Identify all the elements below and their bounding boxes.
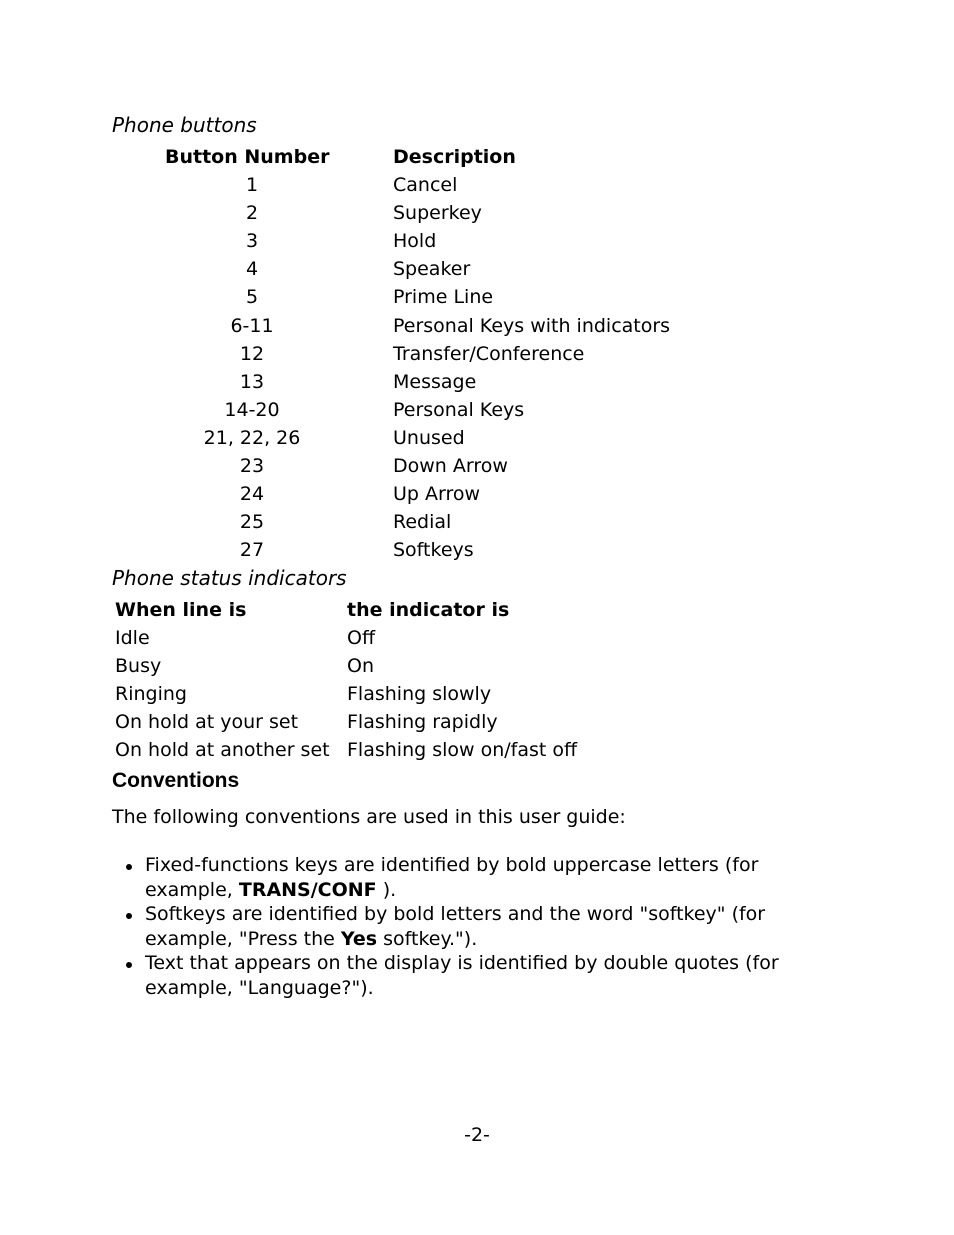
column-header-button-number: Button Number: [165, 146, 330, 168]
line-state-cell: Busy: [115, 655, 162, 677]
line-state-cell: On hold at your set: [115, 711, 299, 733]
button-number-cell: 5: [245, 286, 259, 309]
table-row: [0, 396, 954, 424]
list-item: [112, 951, 832, 1000]
description-cell: Unused: [393, 426, 465, 449]
list-item: [112, 902, 832, 951]
bullet-line: [145, 927, 832, 952]
description-cell: Redial: [393, 511, 452, 534]
bold-softkey-name: Yes: [340, 927, 378, 950]
table-row: [0, 199, 954, 227]
description-cell: Hold: [393, 230, 437, 253]
line-state-cell: Ringing: [115, 683, 187, 705]
table-row: [0, 652, 954, 680]
indicator-cell: Flashing rapidly: [347, 711, 498, 733]
table-row: [0, 624, 954, 652]
page-number: -2-: [464, 1124, 490, 1146]
table-row: [0, 283, 954, 311]
column-header-indicator: the indicator is: [347, 599, 510, 621]
table-row: [0, 312, 954, 340]
table-row: [0, 368, 954, 396]
description-cell: Cancel: [393, 174, 458, 196]
table-header-row: [0, 596, 954, 624]
indicator-cell: Flashing slow on/fast off: [347, 739, 578, 761]
list-item: [112, 853, 832, 902]
description-cell: Prime Line: [393, 286, 494, 309]
button-number-cell: 4: [245, 258, 259, 281]
conventions-intro: The following conventions are used in this user guide:: [112, 806, 626, 828]
bullet-icon: [126, 962, 132, 968]
conventions-list: [112, 853, 832, 1000]
column-header-description: Description: [393, 146, 516, 168]
button-number-cell: 12: [239, 342, 265, 365]
button-number-cell: 1: [245, 174, 259, 196]
button-number-cell: 27: [239, 539, 265, 562]
bullet-text: example,: [145, 878, 239, 901]
column-header-line-state: When line is: [115, 599, 247, 621]
bullet-line: [145, 976, 832, 1001]
button-number-cell: 21, 22, 26: [203, 426, 301, 449]
table-row: [0, 452, 954, 480]
table-row: [0, 340, 954, 368]
table-row: [0, 708, 954, 736]
description-cell: Up Arrow: [393, 483, 481, 506]
bullet-text: example, "Press the: [145, 927, 341, 950]
table-row: [0, 536, 954, 564]
table-row: [0, 227, 954, 255]
table-row: [0, 255, 954, 283]
table-row: [0, 424, 954, 452]
table-row: [0, 480, 954, 508]
description-cell: Down Arrow: [393, 455, 508, 477]
description-cell: Superkey: [393, 202, 482, 225]
button-number-cell: 13: [239, 370, 265, 393]
bullet-text: example, "Language?").: [145, 976, 374, 999]
description-cell: Personal Keys: [393, 398, 525, 421]
status-indicators-title: Phone status indicators: [112, 566, 347, 590]
indicator-cell: Off: [347, 627, 376, 649]
bullet-line: Text that appears on the display is identified by double quotes (for: [145, 952, 779, 974]
button-number-cell: 24: [239, 483, 265, 506]
button-number-cell: 6-11: [230, 314, 274, 337]
conventions-heading: Conventions: [112, 769, 240, 792]
table-header-row: [0, 143, 954, 171]
description-cell: Transfer/Conference: [393, 342, 585, 365]
bullet-icon: [126, 864, 132, 870]
button-number-cell: 14-20: [224, 398, 280, 421]
table-row: [0, 680, 954, 708]
button-number-cell: 23: [239, 455, 265, 477]
bullet-text: softkey.").: [377, 927, 478, 950]
button-number-cell: 2: [245, 202, 259, 225]
bullet-line: Fixed-functions keys are identified by bold uppercase letters (for: [145, 854, 759, 876]
table-row: [0, 736, 954, 764]
indicator-cell: On: [347, 655, 374, 677]
description-cell: Personal Keys with indicators: [393, 314, 671, 337]
button-number-cell: 3: [245, 230, 259, 253]
bold-key-name: TRANS/CONF: [238, 878, 377, 901]
bullet-line: Softkeys are identified by bold letters and the word "softkey" (for: [145, 903, 766, 925]
description-cell: Message: [393, 370, 477, 393]
description-cell: Softkeys: [393, 539, 474, 562]
line-state-cell: Idle: [115, 627, 150, 649]
table-row: [0, 508, 954, 536]
indicator-cell: Flashing slowly: [347, 683, 492, 705]
bullet-icon: [126, 913, 132, 919]
line-state-cell: On hold at another set: [115, 739, 330, 761]
phone-buttons-title: Phone buttons: [112, 113, 257, 137]
bullet-line: [145, 878, 832, 903]
description-cell: Speaker: [393, 258, 471, 281]
table-row: [0, 171, 954, 199]
button-number-cell: 25: [239, 511, 265, 534]
bullet-text: ).: [376, 878, 397, 901]
